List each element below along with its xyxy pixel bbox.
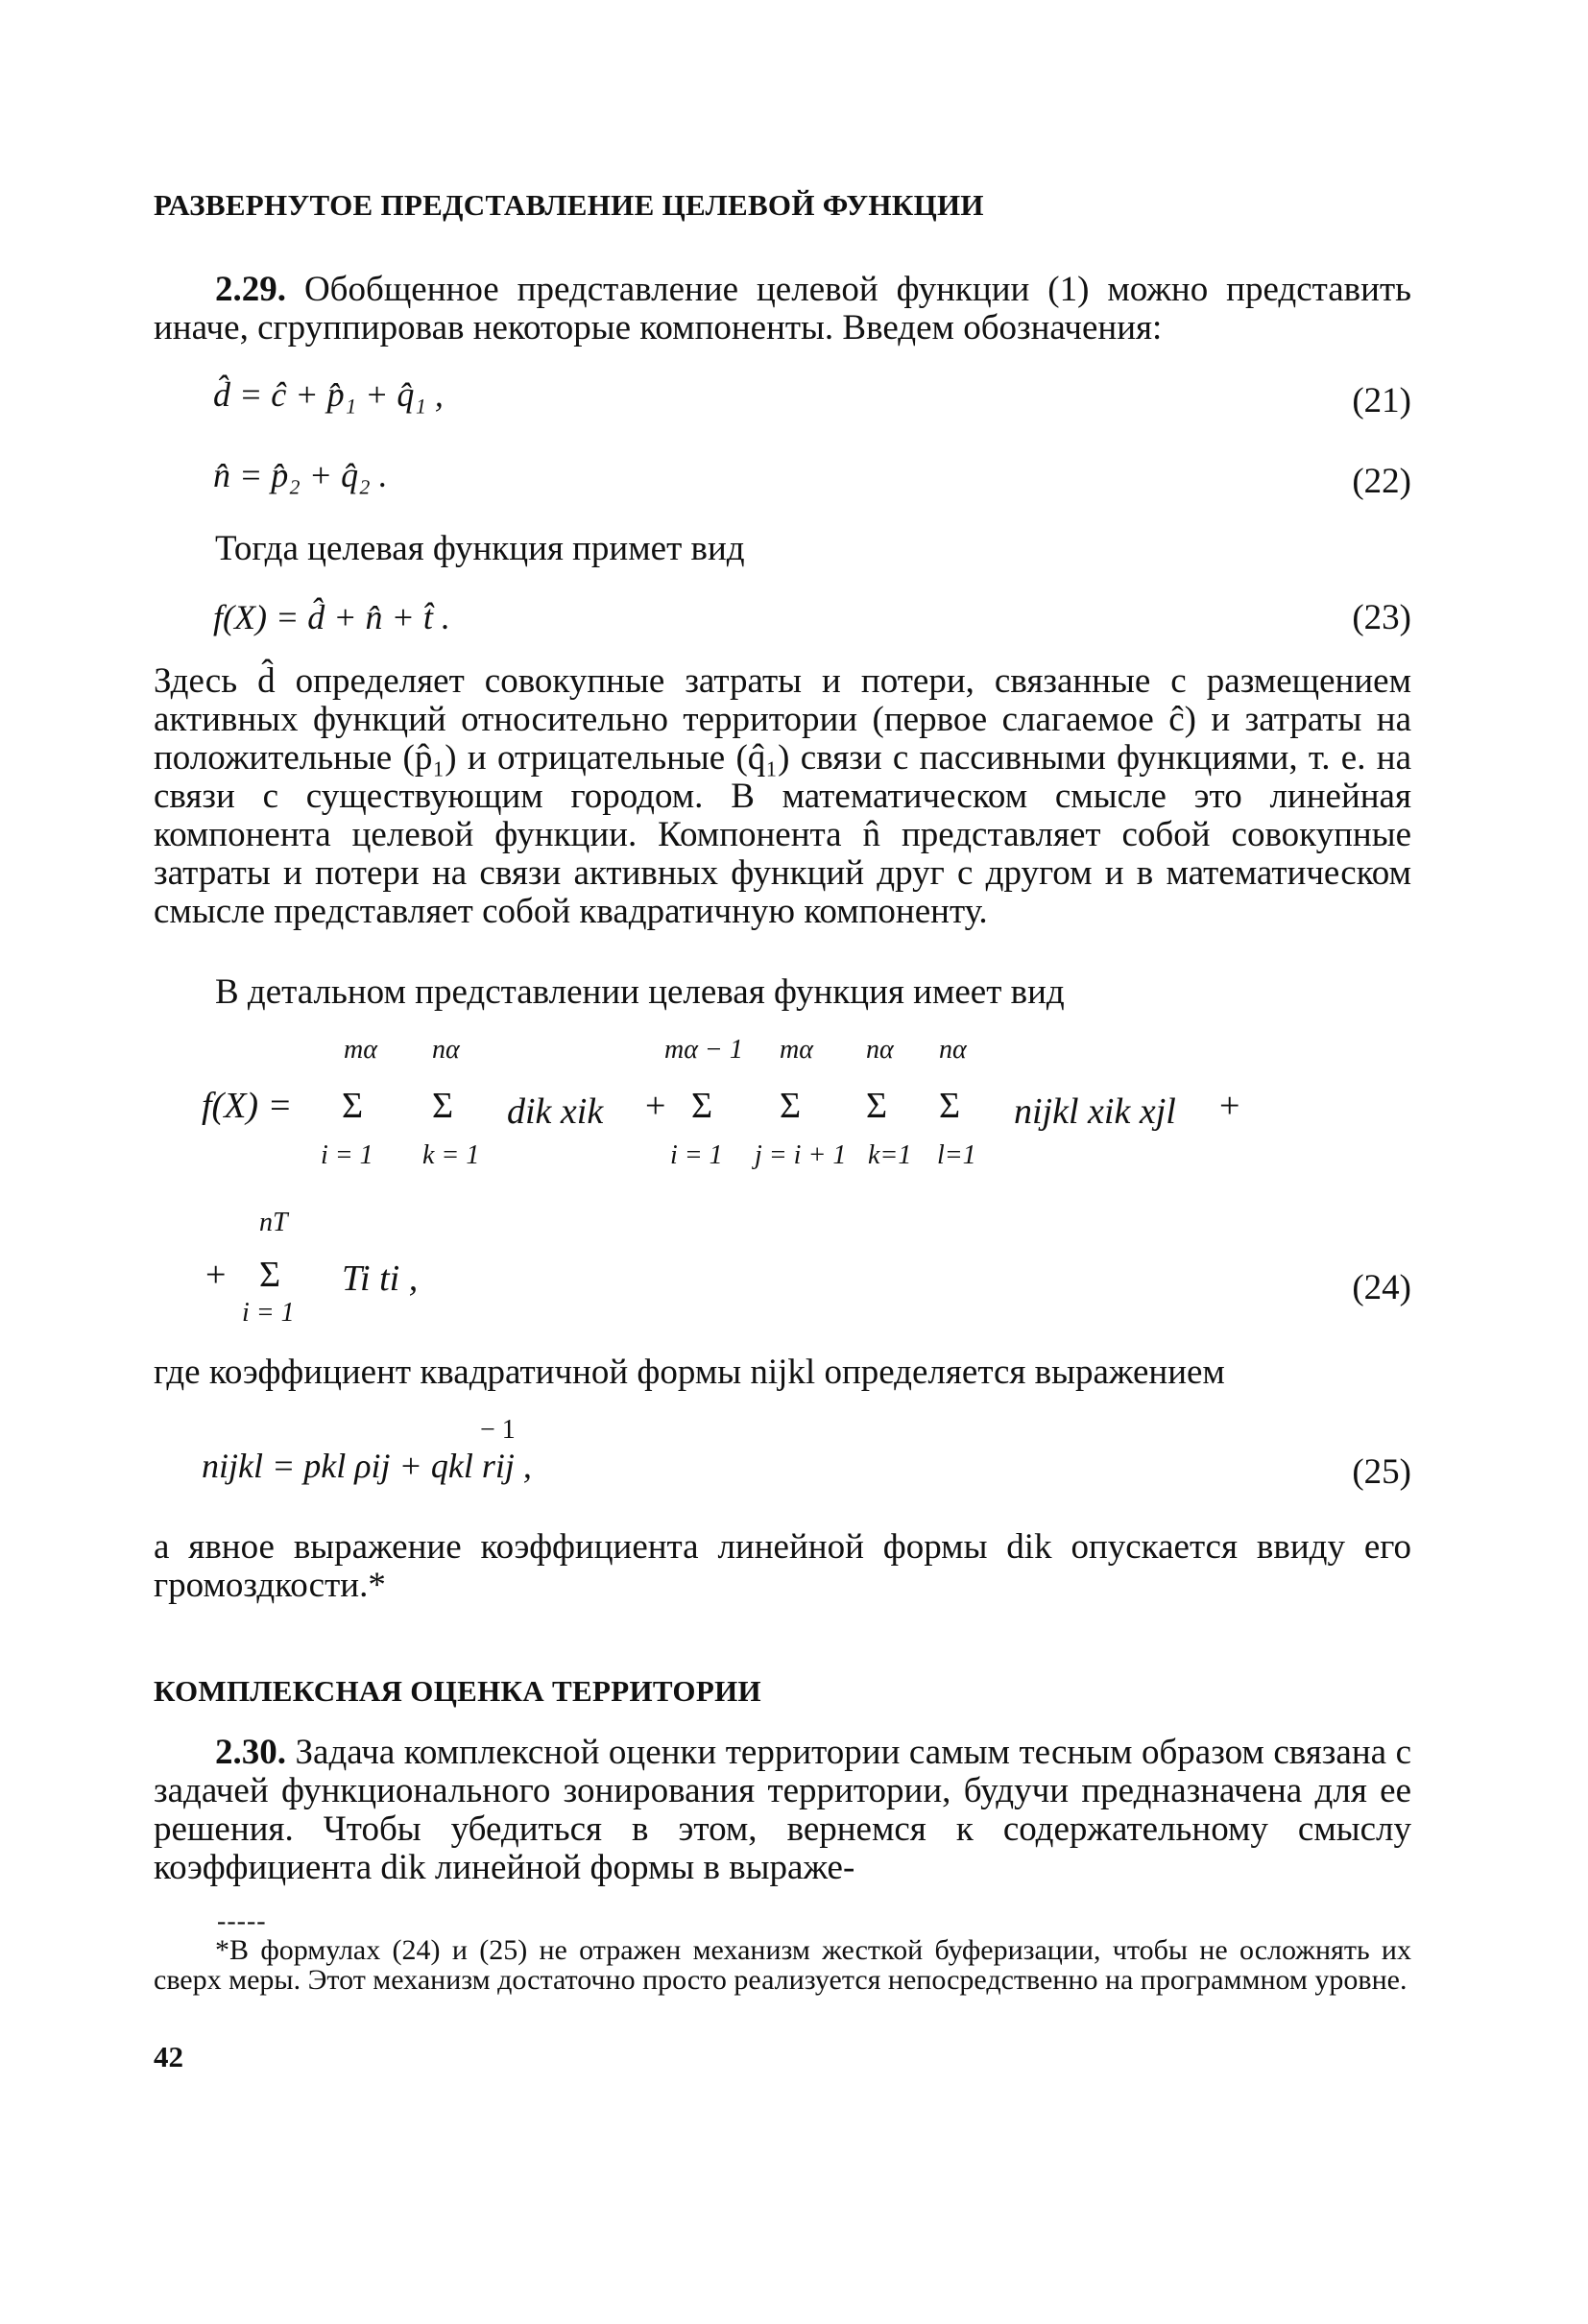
eq24-sigma-5: Σ: [866, 1086, 888, 1126]
eq24-sigma-1: Σ: [342, 1086, 364, 1126]
paragraph-linear-form: а явное выражение коэффициента линейной формы dik опускается ввиду его громоздкости.*: [154, 1527, 1411, 1605]
eq24-lower-2: k = 1: [422, 1140, 480, 1170]
equation-25: nijkl = pkl ρij + qkl rij ,: [202, 1447, 532, 1485]
eq24-upper-5: nα: [866, 1035, 894, 1065]
eq24-sigma-6: Σ: [939, 1086, 961, 1126]
eq24-sigma-4: Σ: [780, 1086, 802, 1126]
eq24-upper-7: nT: [259, 1208, 288, 1237]
paragraph-then: Тогда целевая функция примет вид: [215, 529, 745, 568]
eq24-plus-1: +: [645, 1086, 666, 1126]
paragraph-text: Обобщенное представление целевой функции (1) можно представить иначе, сгруппировав некоторые компоненты. Введем обозначения:: [154, 270, 1411, 347]
eq24-lower-5: k=1: [868, 1140, 912, 1170]
eq24-lower-6: l=1: [937, 1140, 976, 1170]
eq24-plus-3: +: [205, 1255, 227, 1295]
eq24-term-3: Ti ti ,: [342, 1258, 419, 1299]
eq24-term-2: nijkl xik xjl: [1014, 1091, 1176, 1132]
equation-number-23: (23): [1352, 598, 1411, 637]
paragraph-explanation: Здесь d̂ определяет совокупные затраты и потери, связанные с размещением активных функций относительно территории (первое слагаемое ĉ) и затраты на положительные (p̂₁) и отрицательные (q̂₁) связи с пассивными функциями, т. е. на связи с существующим городом. В математическом смысле это линейная компонента целевой функции. Компонента n̂ представляет собой совокупные затраты и потери на связи активных функций друг с другом и в математическом смысле представляет собой квадратичную компоненту.: [154, 661, 1411, 931]
footnote-separator: -----: [217, 1906, 267, 1936]
equation-number-25: (25): [1352, 1452, 1411, 1492]
eq24-lower-7: i = 1: [242, 1298, 295, 1328]
section-heading-2: КОМПЛЕКСНАЯ ОЦЕНКА ТЕРРИТОРИИ: [154, 1674, 761, 1708]
equation-number-22: (22): [1352, 462, 1411, 501]
eq24-sigma-2: Σ: [432, 1086, 454, 1126]
paragraph-text-2: Задача комплексной оценки территории самым тесным образом связана с задачей функционального зонирования территории, будучи предназначена для ее решения. Чтобы убедиться в этом, вернемся к содержательному смыслу коэффициента dik линейной формы в выраже-: [154, 1733, 1411, 1887]
eq24-sigma-3: Σ: [691, 1086, 713, 1126]
eq24-upper-3: mα − 1: [664, 1035, 743, 1065]
equation-21: d̂ = ĉ + p̂₁ + q̂₁ ,: [213, 375, 444, 414]
eq25-superscript: − 1: [480, 1415, 516, 1445]
eq24-upper-2: nα: [432, 1035, 460, 1065]
paragraph-2-29: [154, 271, 1411, 347]
paragraph-detailed: В детальном представлении целевая функция имеет вид: [215, 972, 1065, 1012]
eq24-sigma-7: Σ: [259, 1255, 281, 1295]
eq24-upper-4: mα: [780, 1035, 813, 1065]
equation-22: n̂ = p̂₂ + q̂₂ .: [213, 456, 388, 494]
paragraph-where: где коэффициент квадратичной формы nijkl определяется выражением: [154, 1353, 1225, 1392]
page-number: 42: [154, 2040, 183, 2073]
equation-number-21: (21): [1352, 381, 1411, 420]
footnote: *В формулах (24) и (25) не отражен механизм жесткой буферизации, чтобы не осложнять их сверх меры. Этот механизм достаточно просто реализуется непосредственно на программном уровне.: [154, 1934, 1411, 1996]
equation-number-24: (24): [1352, 1268, 1411, 1307]
eq24-lower-1: i = 1: [321, 1140, 373, 1170]
eq24-upper-1: mα: [344, 1035, 377, 1065]
paragraph-2-30: [154, 1734, 1411, 1887]
eq24-lower-4: j = i + 1: [755, 1140, 847, 1170]
eq24-lhs: f(X) =: [202, 1086, 293, 1126]
paragraph-number: 2.29.: [215, 270, 286, 309]
equation-23: f(X) = d̂ + n̂ + t̂ .: [213, 598, 450, 636]
eq24-term-1: dik xik: [507, 1091, 604, 1132]
eq24-upper-6: nα: [939, 1035, 967, 1065]
eq24-lower-3: i = 1: [670, 1140, 723, 1170]
paragraph-number-2: 2.30.: [215, 1733, 286, 1772]
section-heading: РАЗВЕРНУТОЕ ПРЕДСТАВЛЕНИЕ ЦЕЛЕВОЙ ФУНКЦИИ: [154, 188, 984, 222]
eq24-plus-2: +: [1219, 1086, 1240, 1126]
